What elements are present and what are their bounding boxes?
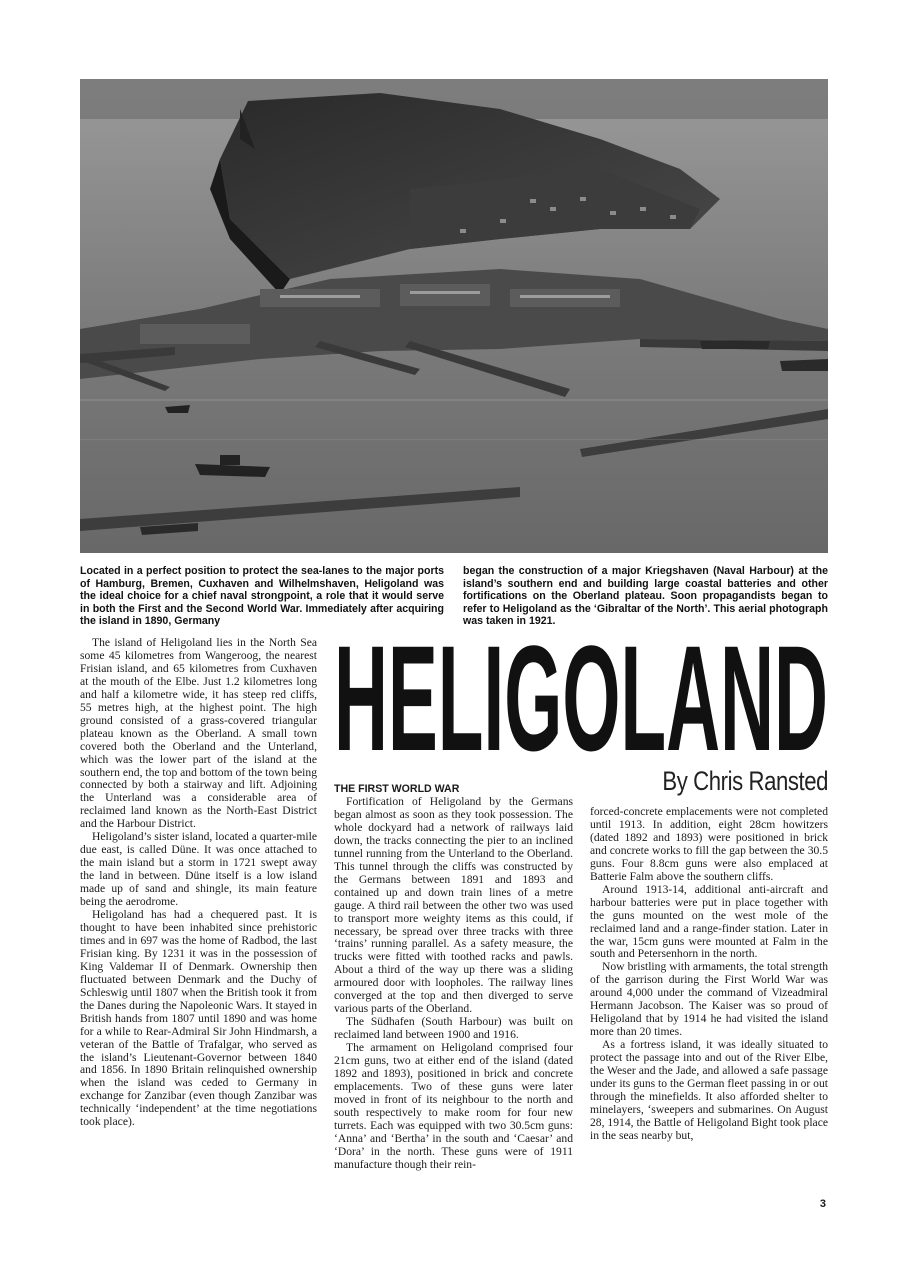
aerial-photograph — [80, 79, 828, 553]
byline: By Chris Ransted — [662, 766, 828, 796]
paragraph: The Südhafen (South Harbour) was built on reclaimed land between 1900 and 1916. — [334, 1015, 573, 1042]
paragraph: Fortification of Heligoland by the Germans began almost as soon as they took possession. The whole dockyard had a network of railways laid down, the tracks connecting the pier to an inclined tunnel running from the Unterland to the Oberland. This tunnel through the cliffs was constructed by the Germans between 1891 and 1893 and contained up and down train lines of a metre gauge. A third rail between the other two was used to transport more weighty items as this could, if necessary, be spread over three tracks with three ‘trains’ running parallel. As a safety measure, the trucks were fitted with toothed racks and pawls. About a third of the way up there was a sliding armoured door with loopholes. The railway lines converged at the top and then diverged to serve various parts of the Oberland. — [334, 795, 573, 1016]
aerial-photo-icon — [80, 79, 828, 553]
page-number: 3 — [819, 1198, 826, 1210]
photo-caption-right: began the construction of a major Kriegshaven (Naval Harbour) at the island’s southern end and building large coastal batteries and other fortifications on the Oberland plateau. Soon propagandists began to refer to Heligoland as the ‘Gibraltar of the North’. This aerial photograph was taken in 1921. — [463, 565, 828, 628]
paragraph: Now bristling with armaments, the total strength of the garrison during the First World War was around 4,000 under the command of Vizeadmiral Hermann Jacobson. The Kaiser was so proud of Heligoland that by 1914 he had visited the island more than 20 times. — [590, 960, 828, 1039]
paragraph: As a fortress island, it was ideally situated to protect the passage into and out of the River Elbe, the Weser and the Jade, and allowed a safe passage under its guns to the German fleet passing in or out through the minefields. It also afforded shelter to minelayers, ‘sweepers and submarines. On August 28, 1914, the Battle of Heligoland Bight took place in the seas nearby but, — [590, 1038, 828, 1142]
paragraph: The armament on Heligoland comprised four 21cm guns, two at either end of the island (dated 1892 and 1893), positioned in brick and concrete emplacements. Two of these guns were later moved in front of its neighbour to the north and south respectively to make room for four new turrets. Each was equipped with two 30.5cm guns: ‘Anna’ and ‘Bertha’ in the south and ‘Caesar’ and ‘Dora’ in the north. These guns were of 1911 manufacture though their rein- — [334, 1041, 573, 1171]
paragraph: Heligoland’s sister island, located a quarter-mile due east, is called Düne. It was once attached to the main island but a storm in 1721 swept away the land in between. Düne itself is a low island made up of sand and shingle, its main feature being the aerodrome. — [80, 830, 317, 909]
paragraph: Around 1913-14, additional anti-aircraft and harbour batteries were put in place together with the guns mounted on the west mole of the reclaimed land and a range-finder station. Later in the war, 15cm guns were mounted at Falm in the south and Petersenhorn in the north. — [590, 882, 828, 961]
article-column-3 — [590, 806, 828, 1143]
article-column-2 — [334, 783, 573, 1172]
paragraph: Heligoland has had a chequered past. It is thought to have been inhabited since prehistoric times and in 697 was the home of Radbod, the last Frisian king. By 1231 it was in the possession of King Valdemar II of Denmark. Ownership then fluctuated between Denmark and the Duchy of Schleswig until 1807 when the British took it from the Danes during the Napoleonic Wars. It stayed in British hands from 1807 until 1890 and was home for a while to Rear-Admiral Sir John Hindmarsh, a veteran of the Battle of Trafalgar, who served as the island’s Lieutenant-Governor between 1840 and 1856. In 1890 Britain relinquished ownership when the island was ceded to Germany in exchange for Zanzibar (even though Zanzibar was technically ‘independent’ at the time negotiations took place). — [80, 908, 317, 1129]
section-heading: THE FIRST WORLD WAR — [334, 783, 460, 795]
paragraph: forced-concrete emplacements were not completed until 1913. In addition, eight 28cm howitzers (dated 1892 and 1893) were positioned in brick and concrete works to fill the gap between the 30.5 guns. Four 8.8cm guns were also emplaced at Batterie Falm above the southern cliffs. — [590, 805, 828, 883]
title-text: HELIGOLAND — [334, 640, 828, 752]
article-title — [334, 640, 828, 752]
paragraph: The island of Heligoland lies in the North Sea some 45 kilometres from Wangeroog, the nearest Frisian island, and 65 kilometres from Cuxhaven at the mouth of the Elbe. Just 1.2 kilometres long and half a kilometre wide, it has steep red cliffs, 55 metres high, at the highest point. The high ground consisted of a grass-covered triangular plateau known as the Oberland. A small town covered both the Oberland and the Unterland, which was the lower part of the island at the southern end, the top and bottom of the town being connected by both a stairway and lift. Adjoining the Unterland was a considerable area of reclaimed land known as the North-East District and the Harbour District. — [80, 636, 317, 831]
article-column-1 — [80, 637, 317, 1129]
photo-caption-left: Located in a perfect position to protect the sea-lanes to the major ports of Hamburg, Bremen, Cuxhaven and Wilhelmshaven, Heligoland was the ideal choice for a chief naval strongpoint, a role that it would serve in both the First and the Second World War. Immediately after acquiring the island in 1890, Germany — [80, 565, 444, 628]
